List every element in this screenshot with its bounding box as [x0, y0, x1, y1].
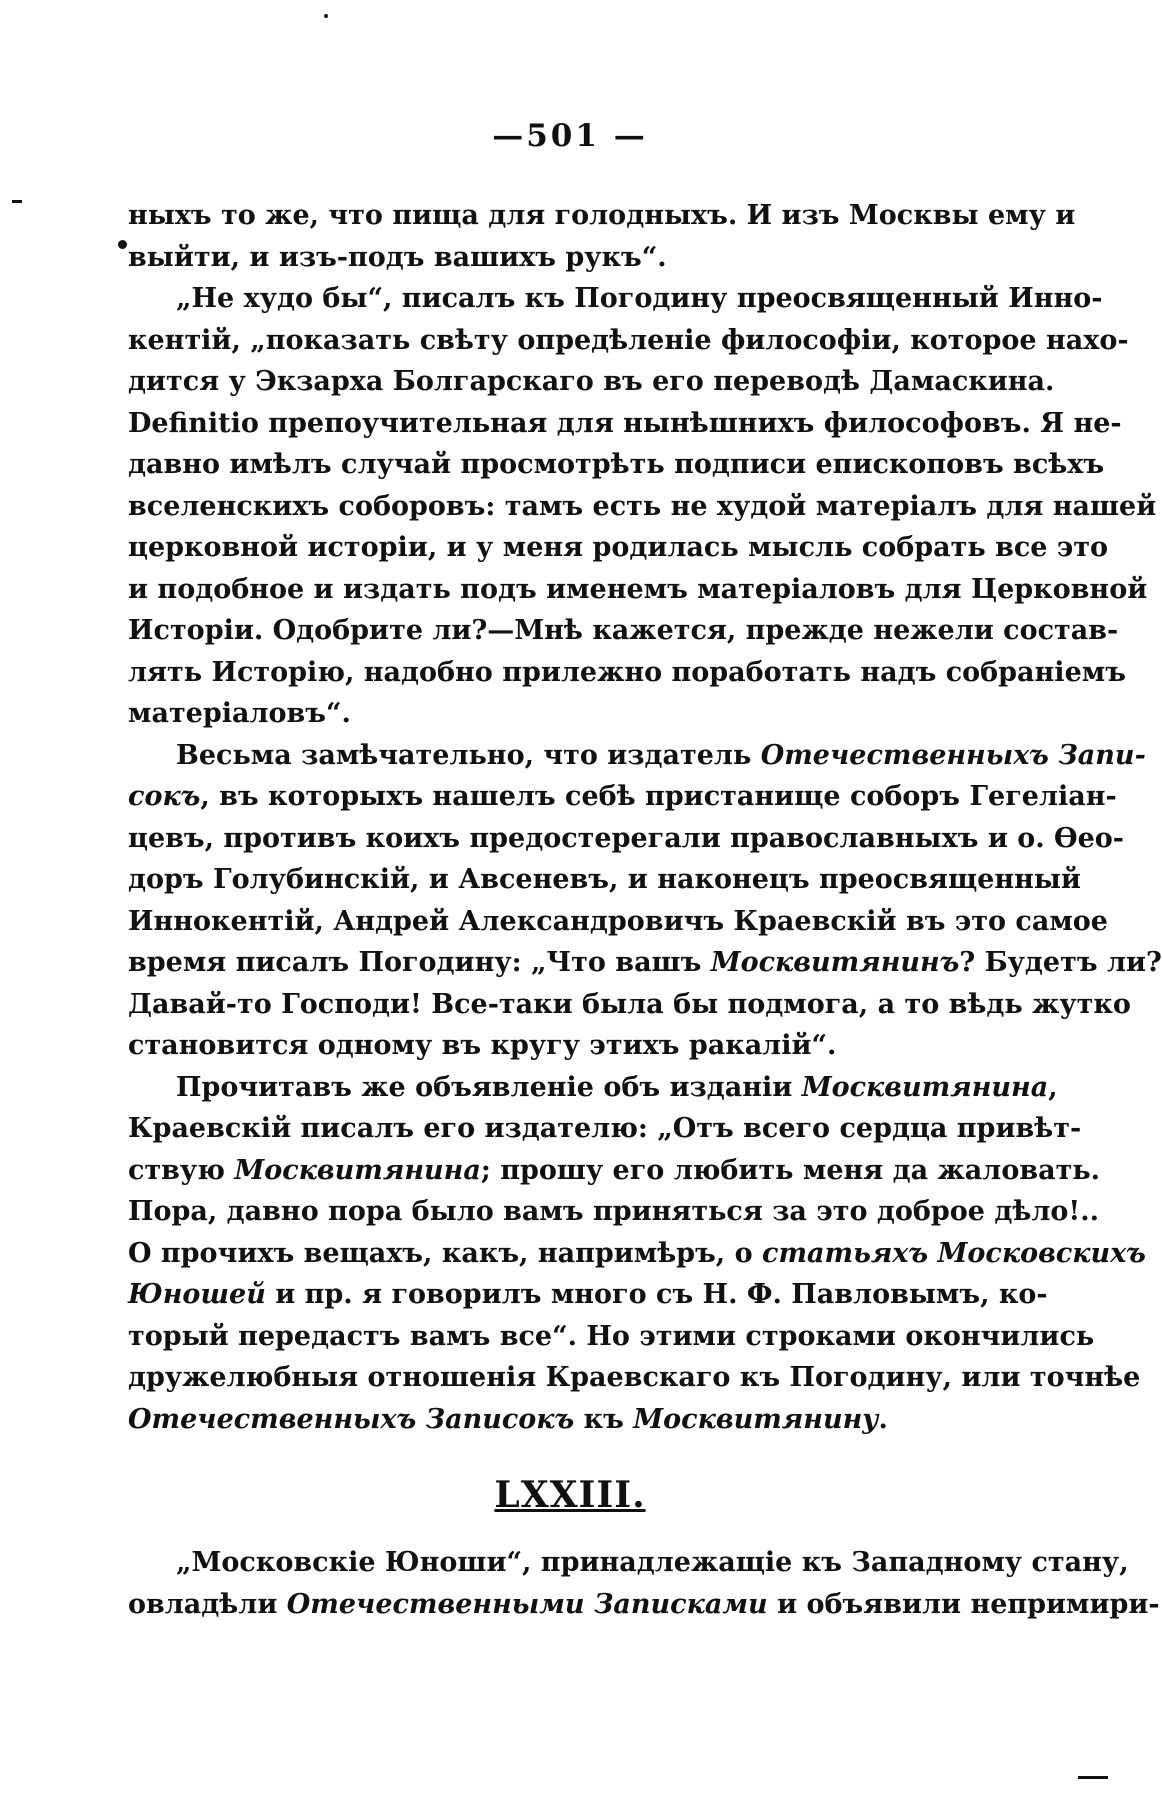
text-line — [128, 735, 1146, 777]
italic-title: Отечественными Записками — [286, 1588, 768, 1620]
text-line: Иннокентій, Андрей Александровичъ Краевскій въ это самое — [128, 905, 1108, 937]
text-fragment: овладѣли — [128, 1588, 278, 1620]
text-line: церковной исторіи, и у меня родилась мысль собрать все это — [128, 532, 1109, 563]
section-text — [128, 1542, 1160, 1625]
text-line — [128, 1584, 1160, 1626]
text-line: и подобное и издать подъ именемъ матеріаловъ для Церковной — [128, 573, 1148, 605]
text-fragment: ; прошу его любить меня да жаловать. — [480, 1154, 1101, 1186]
italic-title: сокъ — [128, 781, 201, 812]
text-line: „Не худо бы“, писалъ къ Погодину преосвященный Инно- — [176, 283, 1103, 314]
text-line: Пора, давно пора было вамъ приняться за это доброе дѣло!.. — [128, 1196, 1100, 1227]
italic-title: Отечественныхъ Запи- — [760, 739, 1146, 771]
text-fragment: Прочитавъ же объявленіе объ изданіи — [176, 1071, 793, 1103]
text-line: „Московскіе Юноши“, принадлежащіе къ Западному стану, — [176, 1547, 1129, 1578]
text-line: выйти, и изъ-подъ вашихъ рукъ“. — [128, 241, 667, 273]
text-line: торый передастъ вамъ все“. Но этими строками окончились — [128, 1320, 1095, 1352]
text-line — [128, 1274, 1048, 1316]
italic-title: статьяхъ Московскихъ — [762, 1237, 1146, 1269]
text-line — [128, 1233, 1146, 1275]
italic-title: Отечественныхъ Записокъ — [128, 1403, 575, 1435]
italic-title: Юношей — [128, 1279, 266, 1310]
text-line — [128, 1399, 976, 1441]
text-fragment: ? Будетъ ли? — [959, 947, 1162, 978]
scan-speck — [118, 240, 127, 249]
text-line: Давай-то Господи! Все-таки была бы подмога, а то вѣдь жутко — [128, 988, 1131, 1020]
text-fragment: время писалъ Погодину: „Что вашъ — [128, 947, 702, 978]
text-fragment: и объявили непримири- — [777, 1588, 1160, 1620]
italic-title: Москвитянина — [801, 1071, 1049, 1103]
page-number: —501 — — [492, 118, 648, 154]
text-line: матеріаловъ“. — [128, 698, 351, 729]
text-line: ныхъ то же, что пища для голодныхъ. И изъ Москвы ему и — [128, 200, 1076, 231]
text-line: Definitio препоучительная для нынѣшнихъ философовъ. Я не- — [128, 407, 1122, 439]
text-line: становится одному въ кругу этихъ ракалій“. — [128, 1030, 837, 1061]
text-line: Краевскій писалъ его издателю: „Отъ всего сердца привѣт- — [128, 1113, 1082, 1144]
text-fragment: , въ которыхъ нашелъ себѣ пристанище соборъ Гегеліан- — [200, 781, 1117, 812]
section-heading: LXXIII. — [494, 1474, 646, 1516]
text-line: Исторіи. Одобрите ли?—Мнѣ кажется, прежде нежели состав- — [128, 615, 1119, 646]
text-line: дружелюбныя отношенія Краевскаго къ Погодину, или точнѣе — [128, 1362, 1141, 1393]
text-line: лять Исторію, надобно прилежно поработать надъ собраніемъ — [128, 656, 1126, 688]
text-line: дится у Экзарха Болгарскаго въ его переводѣ Дамаскина. — [128, 366, 1055, 397]
scan-speck — [324, 14, 328, 18]
text-line: цевъ, противъ коихъ предостерегали православныхъ и о. Ѳео- — [128, 822, 1124, 854]
text-line: доръ Голубинскій, и Авсеневъ, и наконецъ преосвященный — [128, 864, 1081, 895]
text-fragment: . — [878, 1403, 888, 1435]
text-line: кентій, „показать свѣту опредѣленіе философіи, которое нахо- — [128, 324, 1129, 356]
text-line — [128, 942, 1162, 984]
text-line: давно имѣлъ случай просмотрѣть подписи епископовъ всѣхъ — [128, 449, 1105, 480]
text-line — [128, 1150, 1101, 1192]
scan-speck — [12, 200, 22, 203]
main-text — [128, 195, 1162, 1440]
text-fragment: О прочихъ вещахъ, какъ, напримѣръ, о — [128, 1237, 753, 1269]
text-line — [128, 776, 1117, 818]
text-fragment: къ — [583, 1403, 624, 1435]
italic-title: Москвитянина — [234, 1154, 481, 1186]
italic-title: Москвитянинъ — [710, 947, 960, 978]
text-fragment: и пр. я говорилъ много съ Н. Ф. Павловымъ, ко- — [275, 1279, 1048, 1310]
text-line: вселенскихъ соборовъ: тамъ есть не худой матеріалъ для нашей — [128, 490, 1157, 522]
text-fragment: ствую — [128, 1154, 225, 1186]
text-fragment: Весьма замѣчательно, что издатель — [176, 739, 752, 771]
text-line — [128, 1067, 1058, 1109]
scan-speck — [1078, 1776, 1108, 1779]
text-fragment: , — [1048, 1071, 1058, 1103]
italic-title: Москвитянину — [633, 1403, 879, 1435]
